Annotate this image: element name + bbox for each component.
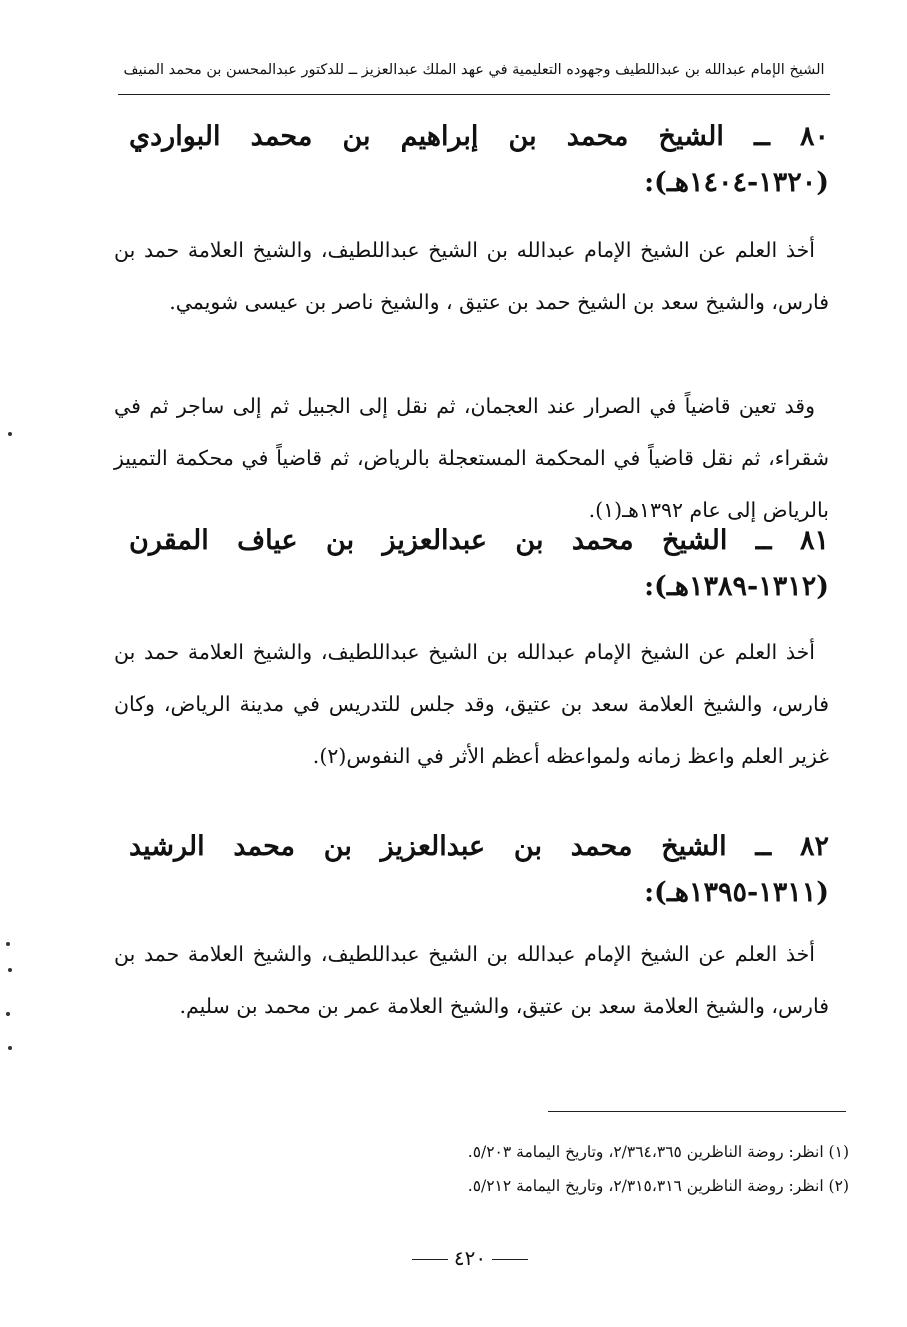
header-rule	[118, 94, 830, 95]
footnote-2: (٢) انظر: روضة الناظرين ٢/٣١٥،٣١٦، وتاريخ اليمامة ٥/٢١٢.	[467, 1177, 849, 1195]
page-number-dash-left	[412, 1259, 448, 1260]
entry-82-paragraph-1: أخذ العلم عن الشيخ الإمام عبدالله بن الشيخ عبداللطيف، والشيخ العلامة حمد بن فارس، والشيخ العلامة سعد بن عتيق، والشيخ العلامة عمر بن محمد بن سليم.	[114, 942, 829, 1018]
scan-speck	[8, 968, 12, 972]
footnote-rule	[548, 1111, 846, 1112]
scan-speck	[8, 1046, 12, 1050]
entry-80-paragraph-1: أخذ العلم عن الشيخ الإمام عبدالله بن الشيخ عبداللطيف، والشيخ العلامة حمد بن فارس، والشيخ سعد بن الشيخ حمد بن عتيق ، والشيخ ناصر بن عيسى شويمي.	[114, 238, 829, 314]
page-number-value: ٤٢٠	[453, 1246, 487, 1270]
scan-speck	[6, 942, 10, 946]
entry-title-80: ٨٠ ــ الشيخ محمد بن إبراهيم بن محمد البواردي (١٣٢٠-١٤٠٤هـ):	[129, 121, 829, 198]
scan-speck	[6, 1012, 10, 1016]
scan-speck	[8, 432, 12, 436]
running-header: الشيخ الإمام عبدالله بن عبداللطيف وجهوده التعليمية في عهد الملك عبدالعزيز ــ للدكتور عبدالمحسن بن محمد المنيف	[123, 62, 825, 78]
entry-81-paragraph-1: أخذ العلم عن الشيخ الإمام عبدالله بن الشيخ عبداللطيف، والشيخ العلامة حمد بن فارس، والشيخ العلامة سعد بن عتيق، وقد جلس للتدريس في مدينة الرياض، وكان غزير العلم واعظ زمانه ولمواعظه أعظم الأثر في النفوس(٢).	[114, 640, 829, 768]
page-number-dash-right	[492, 1259, 528, 1260]
entry-80-paragraph-2: وقد تعين قاضياً في الصرار عند العجمان، ثم نقل إلى الجبيل ثم إلى ساجر ثم في شقراء، ثم نقل قاضياً في المحكمة المستعجلة بالرياض، ثم قاضياً في محكمة التمييز بالرياض إلى عام ١٣٩٢هـ(١).	[114, 394, 829, 522]
entry-title-81: ٨١ ــ الشيخ محمد بن عبدالعزيز بن عياف المقرن (١٣١٢-١٣٨٩هـ):	[129, 525, 829, 602]
entry-title-82: ٨٢ ــ الشيخ محمد بن عبدالعزيز بن محمد الرشيد (١٣١١-١٣٩٥هـ):	[129, 831, 829, 908]
page-number	[380, 1246, 560, 1270]
footnote-1: (١) انظر: روضة الناظرين ٢/٣٦٤،٣٦٥، وتاريخ اليمامة ٥/٢٠٣.	[467, 1143, 849, 1161]
